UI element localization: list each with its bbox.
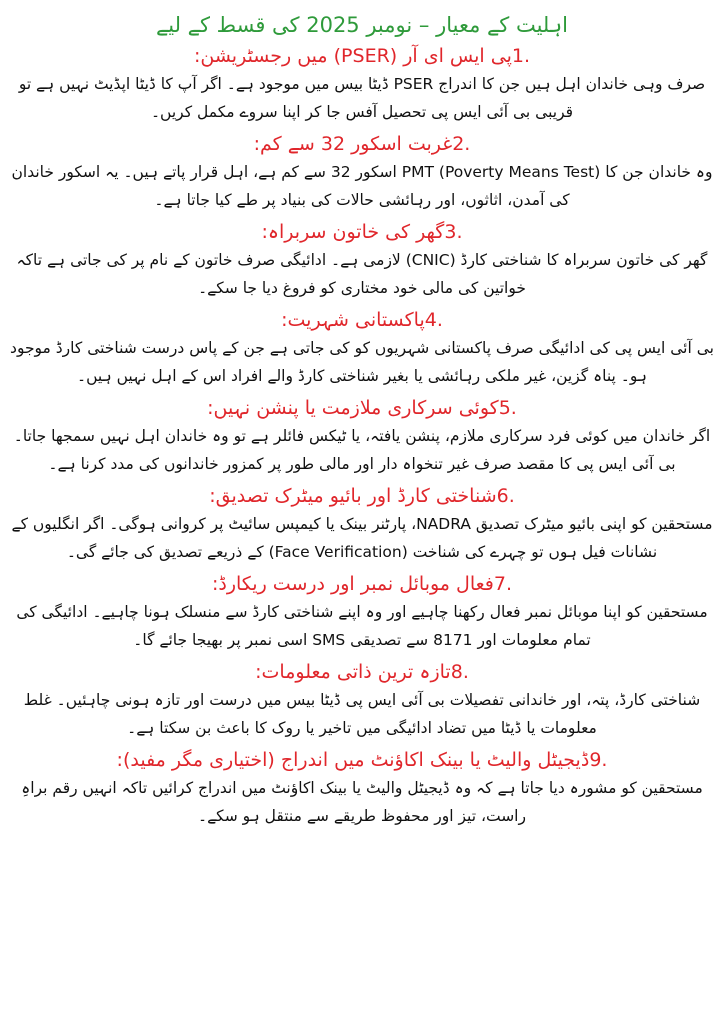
section-heading-text: ڈیجیٹل والیٹ یا بینک اکاؤنٹ میں اندراج (اختیاری مگر مفید):: [116, 749, 590, 771]
section-heading-text: شناختی کارڈ اور بائیو میٹرک تصدیق:: [209, 485, 497, 507]
section-number: 2.: [452, 133, 471, 155]
section-body: گھر کی خاتون سربراہ کا شناختی کارڈ (CNIC) لازمی ہے۔ ادائیگی صرف خاتون کے نام پر کی جاتی ہے تاکہ خواتین کی مالی خود مختاری کو فروغ دیا جا سکے۔: [16, 251, 708, 297]
section-body: شناختی کارڈ، پتہ، اور خاندانی تفصیلات بی آئی ایس پی ڈیٹا بیس میں درست اور تازہ ہونی چاہئیں۔ غلط معلومات یا ڈیٹا میں تضاد ادائیگی میں تاخیر یا روک کا باعث بن سکتا ہے۔: [23, 691, 701, 737]
section-heading: [6, 746, 718, 774]
section-active-mobile: [6, 570, 718, 654]
section-heading-text: کوئی سرکاری ملازمت یا پنشن نہیں:: [207, 397, 499, 419]
section-number: 5.: [498, 397, 517, 419]
section-heading: [6, 42, 718, 70]
section-citizenship: [6, 306, 718, 390]
section-pser-registration: [6, 42, 718, 126]
section-heading: [6, 218, 718, 246]
section-heading-text: پاکستانی شہریت:: [281, 309, 425, 331]
section-body: مستحقین کو اپنی بائیو میٹرک تصدیق NADRA، پارٹنر بینک یا کیمپس سائیٹ پر کروانی ہوگی۔ اگر انگلیوں کے نشانات فیل ہوں تو چہرے کی شناخت (Face Verification) کے ذریعے تصدیق کی جائے گی۔: [11, 515, 713, 561]
section-heading: [6, 394, 718, 422]
section-number: 3.: [444, 221, 463, 243]
section-heading: [6, 658, 718, 686]
section-poverty-score: [6, 130, 718, 214]
section-heading: [6, 306, 718, 334]
section-digital-wallet: [6, 746, 718, 830]
section-heading-text: فعال موبائل نمبر اور درست ریکارڈ:: [211, 573, 494, 595]
section-heading: [6, 570, 718, 598]
section-number: 6.: [496, 485, 515, 507]
section-number: 8.: [450, 661, 469, 683]
section-body: اگر خاندان میں کوئی فرد سرکاری ملازم، پنشن یافتہ، یا ٹیکس فائلر ہے تو وہ خاندان اہل نہیں سمجھا جاتا۔ بی آئی ایس پی کا مقصد صرف غیر تنخواہ دار اور مالی طور پر کمزور خاندانوں کی مدد کرنا ہے۔: [13, 427, 711, 473]
section-heading-text: پی ایس ای آر (PSER) میں رجسٹریشن:: [193, 45, 512, 67]
section-heading: [6, 130, 718, 158]
section-no-government-job: [6, 394, 718, 478]
section-female-head: [6, 218, 718, 302]
section-number: 1.: [511, 45, 531, 67]
section-body: صرف وہی خاندان اہل ہیں جن کا اندراج PSER ڈیٹا بیس میں موجود ہے۔ اگر آپ کا ڈیٹا اپڈیٹ نہیں ہے تو قریبی بی آئی ایس پی تحصیل آفس جا کر اپنا سروے مکمل کریں۔: [18, 75, 706, 121]
section-heading-text: غربت اسکور 32 سے کم:: [253, 133, 453, 155]
section-heading-text: گھر کی خاتون سربراہ:: [261, 221, 445, 243]
section-body: بی آئی ایس پی کی ادائیگی صرف پاکستانی شہریوں کو کی جاتی ہے جن کے پاس درست شناختی کارڈ موجود ہو۔ پناہ گزین، غیر ملکی رہائشی یا بغیر شناختی کارڈ والے افراد اس کے اہل نہیں ہیں۔: [10, 339, 714, 385]
document-title: اہلیت کے معیار – نومبر 2025 کی قسط کے لیے: [155, 13, 569, 37]
section-heading-text: تازہ ترین ذاتی معلومات:: [255, 661, 451, 683]
section-body: مستحقین کو اپنا موبائل نمبر فعال رکھنا چاہیے اور وہ اپنے شناختی کارڈ سے منسلک ہونا چاہیے۔ ادائیگی کی تمام معلومات اور 8171 سے تصدیقی SMS اسی نمبر پر بھیجا جائے گا۔: [16, 603, 708, 649]
section-number: 4.: [424, 309, 443, 331]
section-number: 7.: [493, 573, 513, 595]
section-updated-info: [6, 658, 718, 742]
section-body: مستحقین کو مشورہ دیا جاتا ہے کہ وہ ڈیجیٹل والیٹ یا بینک اکاؤنٹ میں اندراج کرائیں تاکہ انہیں رقم براہِ راست، تیز اور محفوظ طریقے سے منتقل ہو سکے۔: [21, 779, 703, 825]
section-body: وہ خاندان جن کا PMT (Poverty Means Test) اسکور 32 سے کم ہے، اہل قرار پاتے ہیں۔ یہ اسکور خاندان کی آمدن، اثاثوں، اور رہائشی حالات کی بنیاد پر طے کیا جاتا ہے۔: [11, 163, 713, 209]
section-biometric-verification: [6, 482, 718, 566]
section-heading: [6, 482, 718, 510]
section-number: 9.: [589, 749, 608, 771]
